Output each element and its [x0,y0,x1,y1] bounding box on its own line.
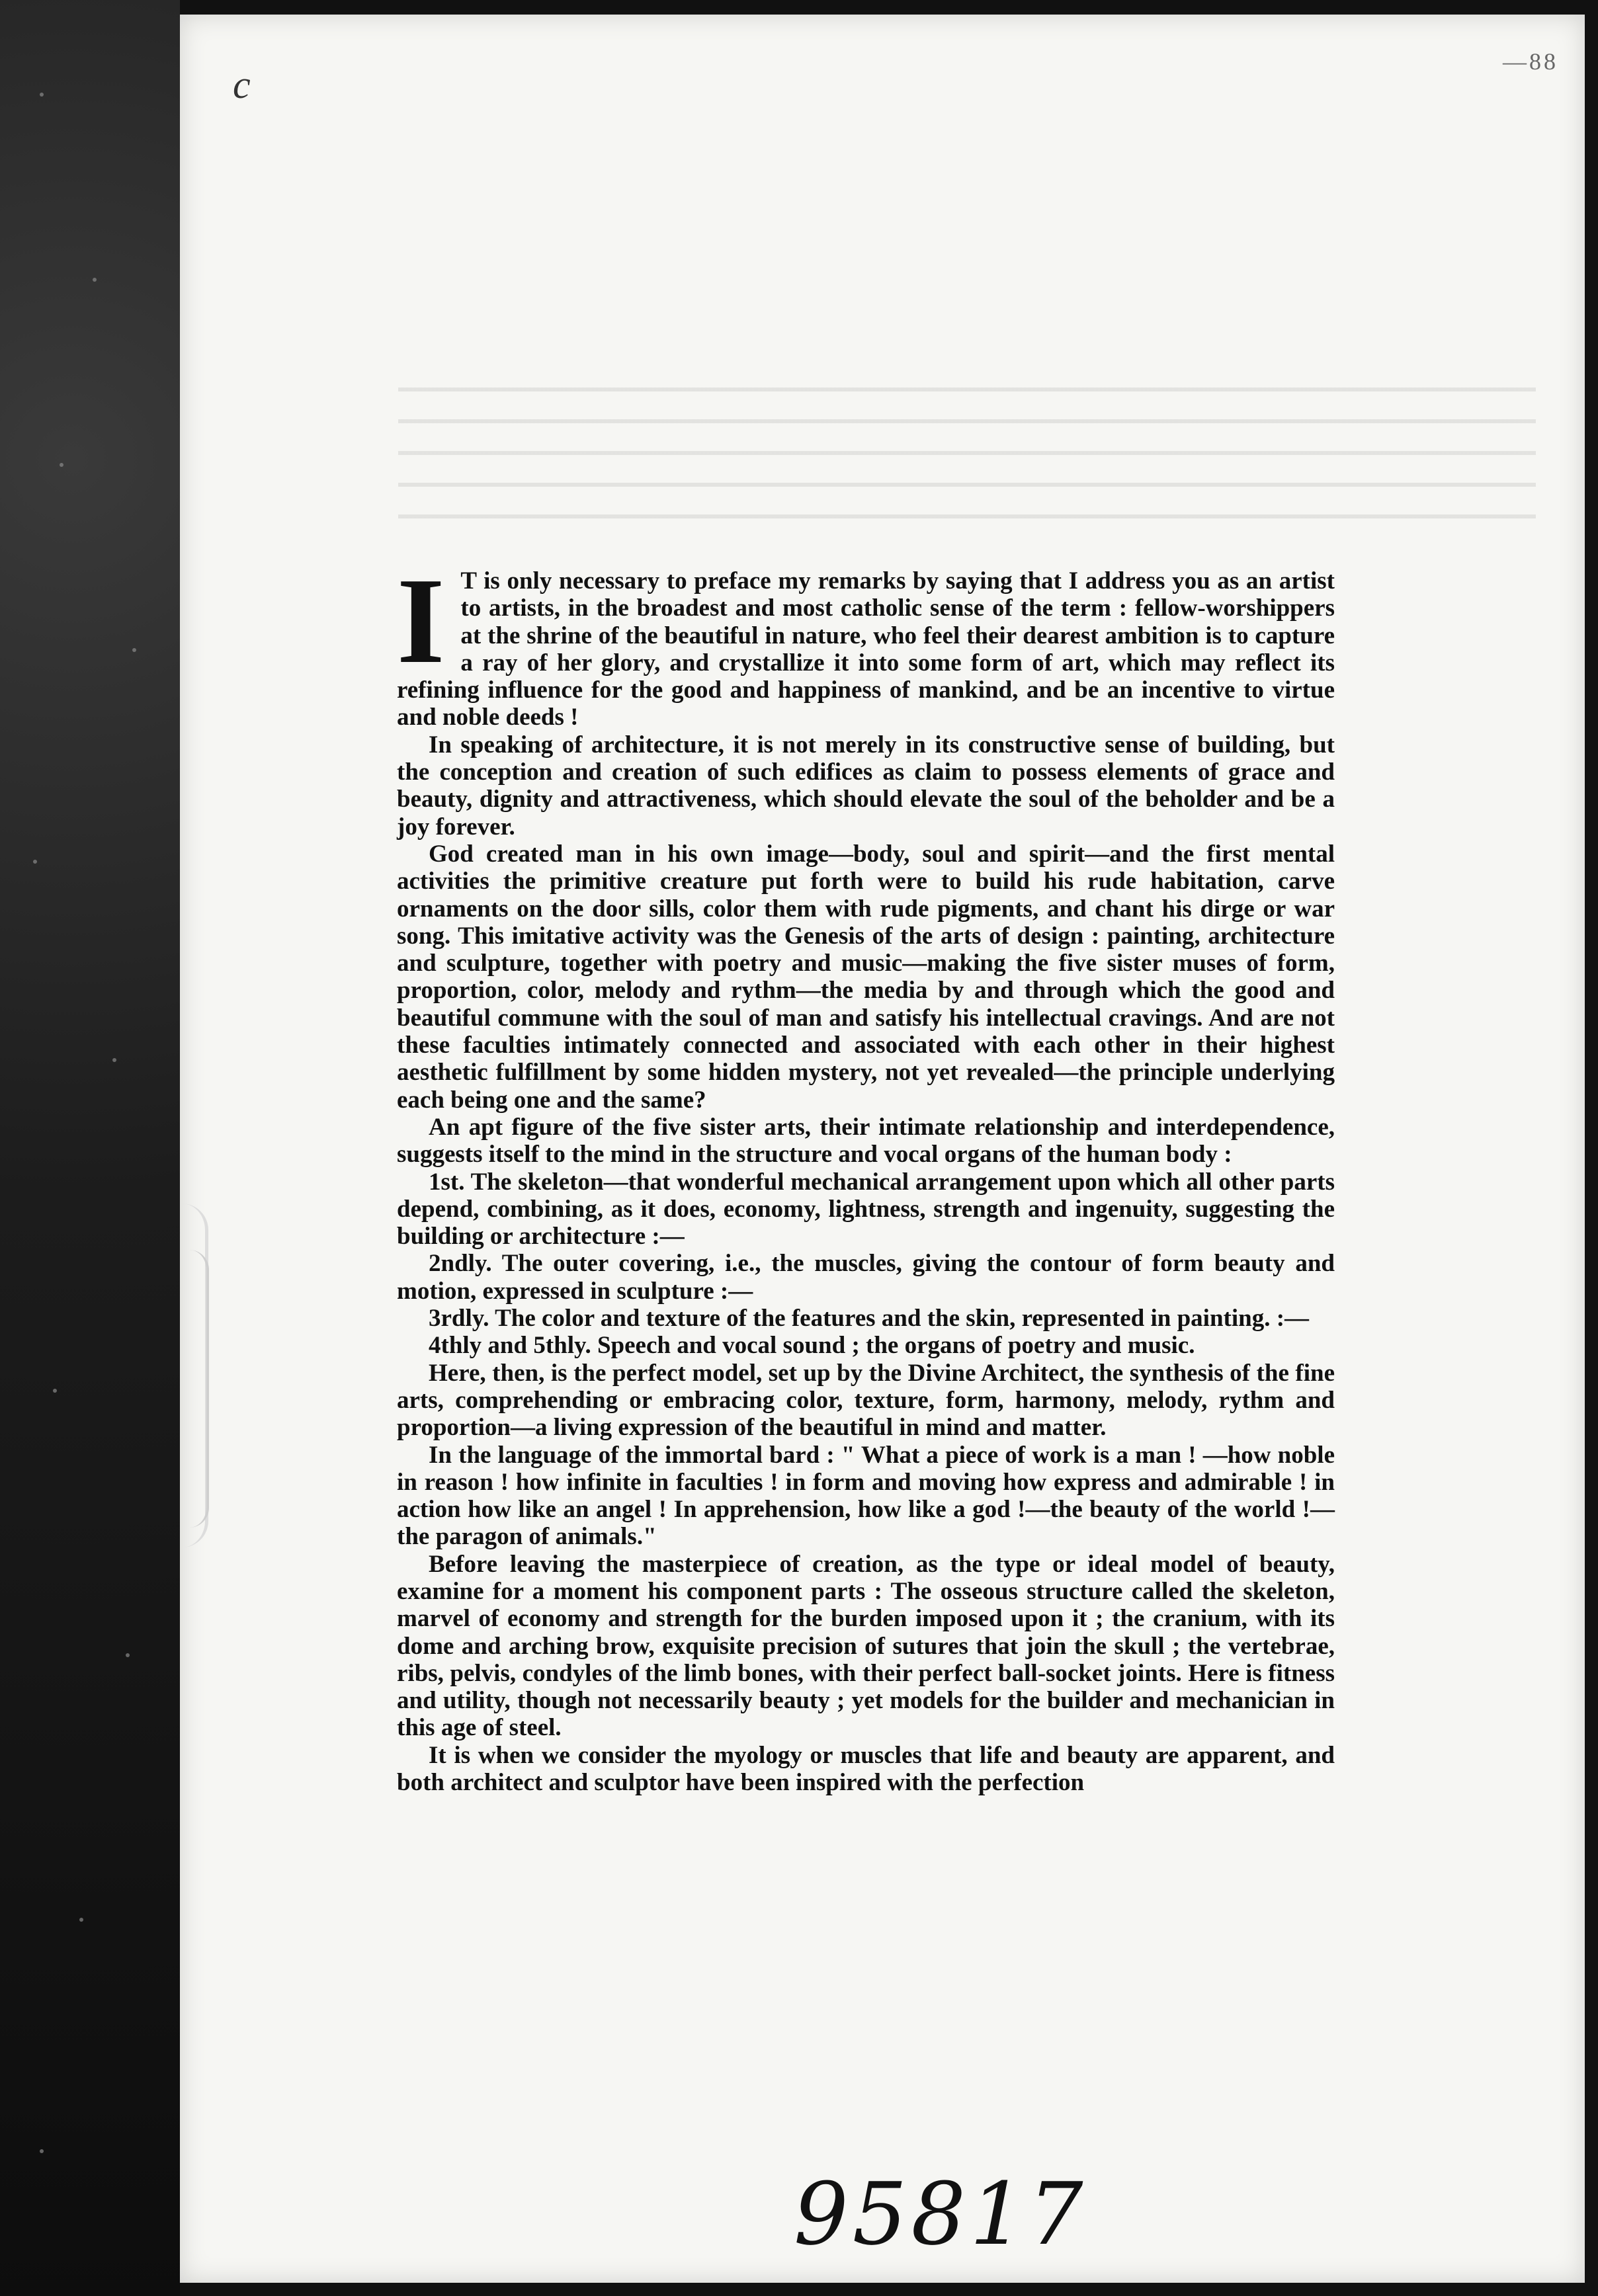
corner-mark-right: —88 [1503,48,1558,75]
spine-speck [40,93,44,97]
paragraph: Before leaving the masterpiece of creation, as the type or ideal model of beauty, examine for a moment his component parts : The osseous structure called the skeleton, marvel of economy and strength for the burden imposed upon it ; the cranium, with its dome and arching brow, exquisite precision of sutures that join the skull ; the vertebrae, ribs, pelvis, condyles of the limb bones, with their perfect ball-socket joints. Here is fitness and utility, though not necessarily beauty ; yet models for the builder and mechanician in this age of steel. [397,1550,1335,1742]
paragraph: An apt figure of the five sister arts, their intimate relationship and interdependence, suggests itself to the mind in the structure and vocal organs of the human body : [397,1113,1335,1168]
paragraph: In the language of the immortal bard : " What a piece of work is a man ! —how noble in reason ! how infinite in faculties ! in form and moving how express and admirable ! in action how like an angel ! In apprehension, how like a god !—the beauty of the world !—the paragon of animals." [397,1441,1335,1551]
paragraph [397,553,1335,731]
paragraph-text: T is only necessary to preface my remarks by saying that I address you as an artist to artists, in the broadest and most catholic sense of the term : fellow-worshippers at the shrine of the beautiful in nature, who feel their dearest ambition is to capture a ray of her glory, and crystallize it into some form of art, which may reflect its refining influence for the good and happiness of mankind, and be an incentive to virtue and noble deeds ! [397,567,1335,731]
spine-speck [112,1058,116,1062]
handwritten-catalog-number: 95817 [794,2164,1087,2264]
spine-speck [126,1653,130,1657]
spine-speck [53,1389,57,1393]
spine-speck [33,860,37,864]
paragraph: It is when we consider the myology or muscles that life and beauty are apparent, and both architect and sculptor have been inspired with the perfection [397,1741,1335,1797]
drop-cap: I [397,553,445,689]
corner-mark: c [233,63,251,106]
spine-speck [40,2149,44,2153]
binding-string [173,1250,209,1528]
list-paragraph: 2ndly. The outer covering, i.e., the muscles, giving the contour of form beauty and motion, expressed in sculpture :— [397,1250,1335,1305]
spine-speck [93,278,97,282]
spine-speck [132,648,136,652]
show-through-text [398,372,1536,544]
spine-speck [60,463,63,467]
list-paragraph: 1st. The skeleton—that wonderful mechanical arrangement upon which all other parts depend, combining, as it does, economy, lightness, strength and ingenuity, suggesting the building or architecture :— [397,1168,1335,1250]
list-paragraph: 3rdly. The color and texture of the features and the skin, represented in painting. :— [429,1305,1310,1332]
paragraph: Here, then, is the perfect model, set up by the Divine Architect, the synthesis of the fine arts, comprehending or embracing color, texture, form, harmony, melody, rythm and proportion—a living expression of the beautiful in mind and matter. [397,1359,1335,1442]
body-text [397,553,1335,1797]
paragraph: In speaking of architecture, it is not merely in its constructive sense of building, but the conception and creation of such edifices as claim to possess elements of grace and beauty, dignity and attractiveness, which should elevate the soul of the beholder and be a joy forever. [397,731,1335,840]
book-spine [0,0,180,2296]
list-paragraph: 4thly and 5thly. Speech and vocal sound ; the organs of poetry and music. [429,1332,1195,1360]
spine-speck [79,1918,83,1922]
paragraph: God created man in his own image—body, soul and spirit—and the first mental activities the primitive creature put forth were to build his rude habitation, carve ornaments on the door sills, color them with rude pigments, and chant his dirge or war song. This imitative activity was the Genesis of the arts of design : painting, architecture and sculpture, together with poetry and music—making the five sister muses of form, proportion, color, melody and rythm—the media by and through which the good and beautiful commune with the soul of man and satisfy his intellectual cravings. And are not these faculties intimately connected and associated with each other in their highest aesthetic fulfillment by some hidden mystery, not yet revealed—the principle underlying each being one and the same? [397,840,1335,1114]
